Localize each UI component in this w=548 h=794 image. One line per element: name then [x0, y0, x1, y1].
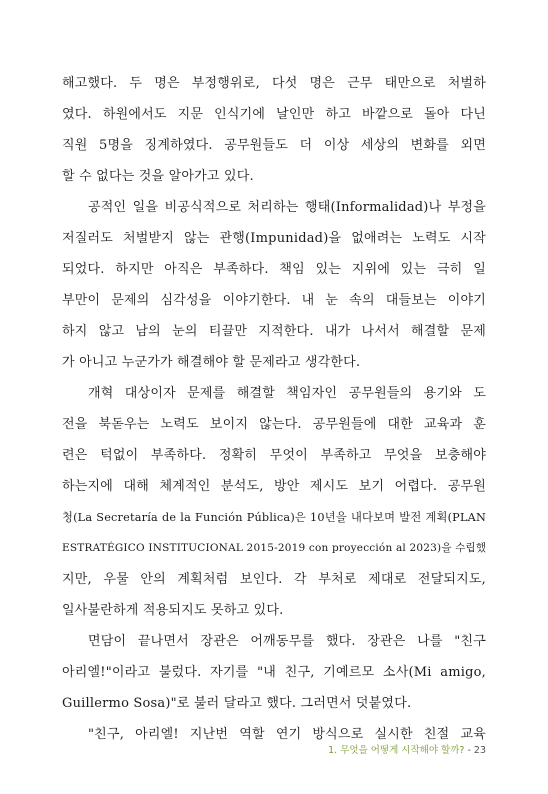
text-line: 할 수 없다는 것을 알아가고 있다.	[62, 169, 254, 184]
text-line: 지만, 우물 안의 계획처럼 보인다. 각 부처로 제대로 전달되지도,	[62, 572, 486, 587]
text-line: 하지 않고 남의 눈의 티끌만 지적한다. 내가 나서서 해결할 문제	[62, 324, 486, 339]
body-text	[62, 68, 486, 750]
text-line: 가 아니고 누군가가 해결해야 할 문제라고 생각한다.	[62, 355, 361, 370]
text-line: 전을 북돋우는 노력도 보이지 않는다. 공무원들에 대한 교육과 훈	[62, 417, 486, 432]
text-line: 하는지에 대해 체계적인 분석도, 방안 제시도 보기 어렵다. 공무원	[62, 479, 486, 494]
text-line: 부만이 문제의 심각성을 이야기한다. 내 눈 속의 대들보는 이야기	[62, 293, 486, 308]
text-line: 되었다. 하지만 아직은 부족하다. 책임 있는 지위에 있는 극히 일	[62, 262, 486, 277]
text-line: 련은 턱없이 부족하다. 정확히 무엇이 부족하고 무엇을 보충해야	[62, 448, 486, 463]
text-line: "친구, 아리엘! 지난번 역할 연기 방식으로 실시한 친절 교육	[88, 727, 486, 742]
text-line: 면담이 끝나면서 장관은 어깨동무를 했다. 장관은 나를 "친구	[88, 634, 486, 649]
text-line: 해고했다. 두 명은 부정행위로, 다섯 명은 근무 태만으로 처벌하	[62, 76, 486, 91]
text-line: 일사불란하게 적용되지도 못하고 있다.	[62, 603, 284, 618]
text-line: ESTRATÉGICO INSTITUCIONAL 2015-2019 con proyección al 2023)을 수립했	[62, 542, 486, 554]
text-line: 직원 5명을 징계하였다. 공무원들도 더 이상 세상의 변화를 외면	[62, 138, 486, 153]
text-line: Guillermo Sosa)"로 불러 달라고 했다. 그러면서 덧붙였다.	[62, 696, 412, 711]
running-chapter-title: 1. 무엇을 어떻게 시작해야 할까?	[328, 745, 465, 756]
page-footer	[328, 742, 486, 756]
text-line: 공적인 일을 비공식적으로 처리하는 행태(Informalidad)나 부정을	[88, 200, 486, 215]
text-line: 였다. 하원에서도 지문 인식기에 날인만 하고 바깥으로 돌아 다닌	[62, 107, 486, 122]
text-line: 개혁 대상이자 문제를 해결할 책임자인 공무원들의 용기와 도	[88, 386, 486, 401]
text-line: 저질러도 처벌받지 않는 관행(Impunidad)을 없애려는 노력도 시작	[62, 231, 486, 246]
page-number: 23	[473, 745, 486, 756]
text-line: 청(La Secretaría de la Función Pública)은 10년을 내다보며 발전 계획(PLAN	[62, 511, 486, 524]
footer-separator: -	[464, 745, 474, 756]
text-line: 아리엘!"이라고 불렀다. 자기를 "내 친구, 기예르모 소사(Mi amigo,	[62, 665, 486, 680]
